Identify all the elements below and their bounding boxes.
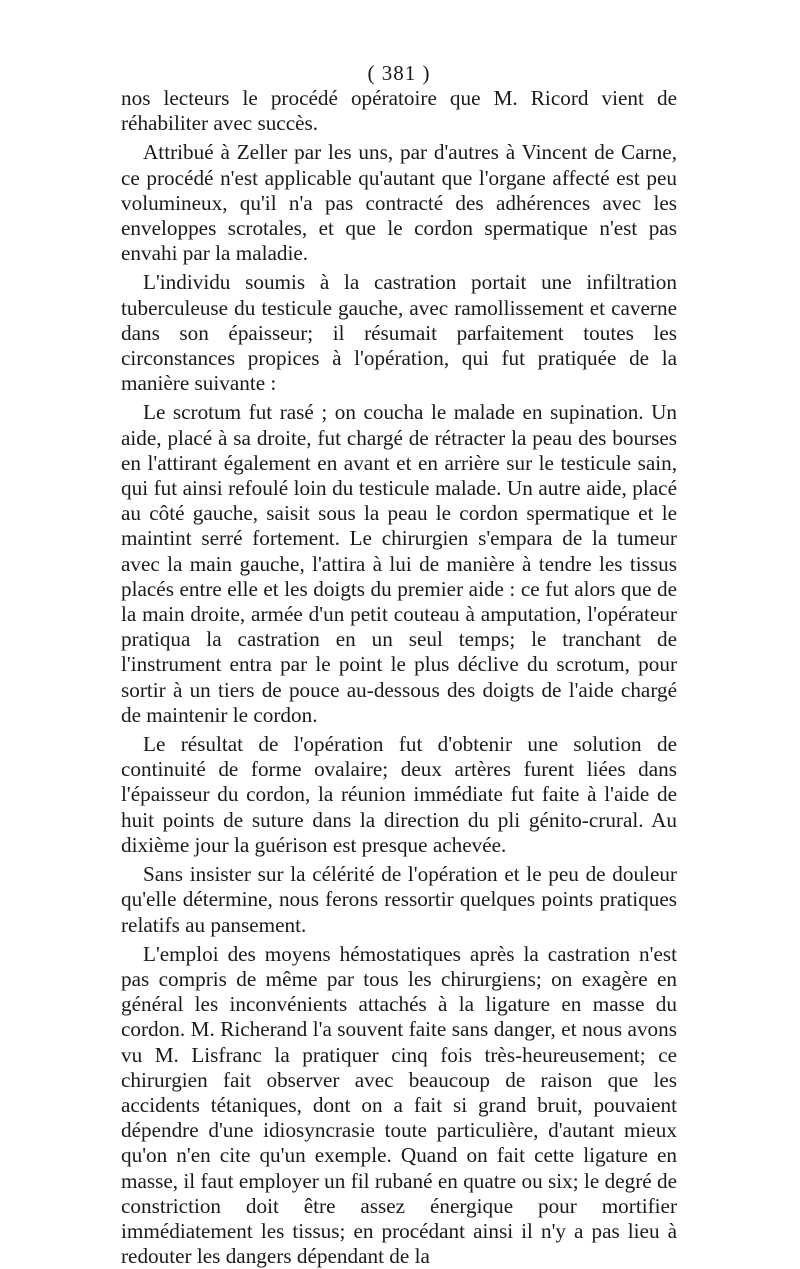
paragraph-dressing: Sans insister sur la célérité de l'opération et le peu de douleur qu'elle détermine, nous ferons ressortir quelques points pratiques relatifs au pansement. (121, 862, 677, 937)
paragraph-patient: L'individu soumis à la castration portait une infiltration tuberculeuse du testicule gauche, avec ramollissement et caverne dans son épaisseur; il résumait parfaitement toutes les circonstances propices à l'opération, qui fut pratiquée de la manière suivante : (121, 270, 677, 396)
paragraph-attribution: Attribué à Zeller par les uns, par d'autres à Vincent de Carne, ce procédé n'est applicable qu'autant que l'organe affecté est peu volumineux, qu'il n'a pas contracté des adhérences avec les enveloppes scrotales, et que le cordon spermatique n'est pas envahi par la maladie. (121, 140, 677, 266)
page-number: ( 381 ) (367, 61, 431, 85)
paragraph-continuation: nos lecteurs le procédé opératoire que M. Ricord vient de réhabiliter avec succès. (121, 86, 677, 136)
paragraph-hemostasis: L'emploi des moyens hémostatiques après la castration n'est pas compris de même par tous les chirurgiens; on exagère en général les inconvénients attachés à la ligature en masse du cordon. M. Richerand l'a souvent faite sans danger, et nous avons vu M. Lisfranc la pratiquer cinq fois très-heureusement; ce chirurgien fait observer avec beaucoup de raison que les accidents tétaniques, dont on a fait si grand bruit, pouvaient dépendre d'une idiosyncrasie toute particulière, d'autant mieux qu'on n'en cite qu'un exemple. Quand on fait cette ligature en masse, il faut employer un fil rubané en quatre ou six; le degré de constriction doit être assez énergique pour mortifier immédiatement les tissus; en procédant ainsi il n'y a pas lieu à redouter les dangers dépendant de la (121, 941, 677, 1269)
book-page (121, 60, 677, 1269)
paragraph-procedure: Le scrotum fut rasé ; on coucha le malade en supination. Un aide, placé à sa droite, fut chargé de rétracter la peau des bourses en l'attirant également en avant et en arrière sur le testicule sain, qui fut ainsi refoulé loin du testicule malade. Un autre aide, placé au côté gauche, saisit sous la peau le cordon spermatique et le maintint serré fortement. Le chirurgien s'empara de la tumeur avec la main gauche, l'attira à lui de manière à tendre les tissus placés entre elle et les doigts du premier aide : ce fut alors que de la main droite, armée d'un petit couteau à amputation, l'opérateur pratiqua la castration en un seul temps; le tranchant de l'instrument entra par le point le plus déclive du scrotum, pour sortir à un tiers de pouce au-dessous des doigts de l'aide chargé de maintenir le cordon. (121, 400, 677, 727)
paragraph-result: Le résultat de l'opération fut d'obtenir une solution de continuité de forme ovalaire; deux artères furent liées dans l'épaisseur du cordon, la réunion immédiate fut faite à l'aide de huit points de suture dans la direction du pli génito-crural. Au dixième jour la guérison est presque achevée. (121, 732, 677, 857)
